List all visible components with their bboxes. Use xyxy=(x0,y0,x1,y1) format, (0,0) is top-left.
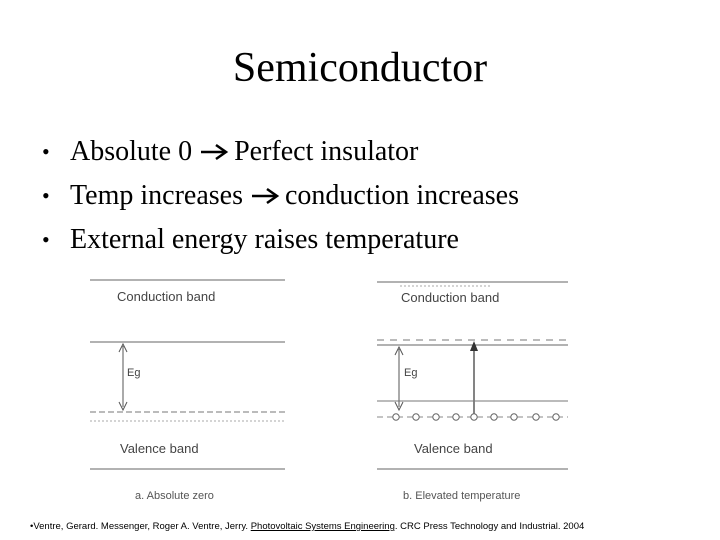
panel-caption: a. Absolute zero xyxy=(135,490,214,502)
bullet-text-before: Temp increases xyxy=(70,180,243,211)
band-gap-label: Eg xyxy=(127,367,141,379)
band-diagram xyxy=(90,276,590,511)
bullet-dot-icon: • xyxy=(42,227,50,252)
bullet-text-before: Absolute 0 xyxy=(70,136,193,167)
valence-band-label: Valence band xyxy=(120,441,199,456)
bullet-text-after: conduction increases xyxy=(284,180,519,211)
bullet-dot-icon: • xyxy=(42,183,50,208)
citation-authors: •Ventre, Gerard. Messenger, Roger A. Ventre, Jerry. xyxy=(30,521,251,532)
bullet-item xyxy=(42,130,519,174)
band-gap-label: Eg xyxy=(404,367,418,379)
bullet-text-after: Perfect insulator xyxy=(234,136,419,167)
right-arrow-icon xyxy=(200,142,230,162)
valence-holes-row xyxy=(377,414,568,420)
citation-book-title: Photovoltaic Systems Engineering xyxy=(250,521,395,532)
panel-absolute-zero xyxy=(90,280,285,502)
bullet-item xyxy=(42,174,519,218)
conduction-band-label: Conduction band xyxy=(117,289,216,304)
panel-elevated-temperature xyxy=(377,282,568,502)
citation-publisher: . CRC Press Technology and Industrial. 2004 xyxy=(394,521,585,532)
slide-title: Semiconductor xyxy=(232,45,488,91)
bullet-list xyxy=(42,130,519,262)
conduction-band-label: Conduction band xyxy=(401,290,500,305)
right-arrow-icon xyxy=(251,186,281,206)
excitation-arrowhead xyxy=(470,341,478,351)
bullet-item xyxy=(42,218,519,262)
citation xyxy=(30,521,584,532)
bullet-dot-icon: • xyxy=(42,139,50,164)
valence-band-label: Valence band xyxy=(414,441,493,456)
panel-caption: b. Elevated temperature xyxy=(403,490,521,502)
bullet-text: External energy raises temperature xyxy=(70,224,459,255)
